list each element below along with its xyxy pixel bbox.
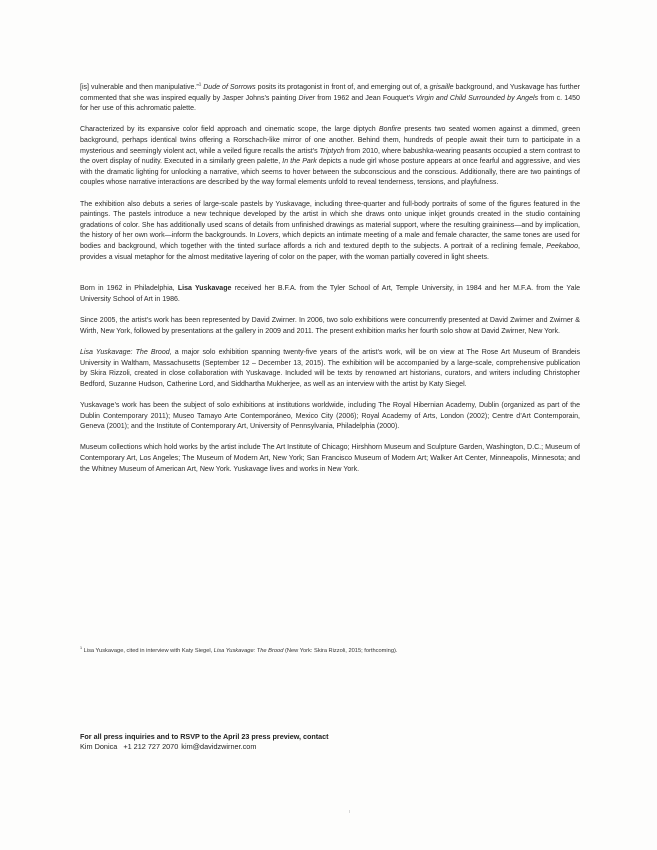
- paragraph-bonfire: [80, 125, 580, 189]
- italic-title: In the Park: [282, 158, 317, 166]
- italic-title: Virgin and Child Surrounded by Angels: [415, 94, 539, 102]
- footnote-marker: 1: [80, 646, 83, 651]
- text-run: from 1962 and Jean Fouquet’s: [315, 94, 416, 102]
- italic-title: Lisa Yuskavage: The Brood: [80, 349, 170, 357]
- text-run: presents two seated women against a dimmed, green background, perhaps identical twins offering a Rorschach-like mirror of one another. Behind them, hundreds of people await their turn to participate in a mysterious and seemingly violent act, while a veiled figure recalls the artist’s: [80, 126, 580, 155]
- paragraph-representation: [80, 316, 580, 337]
- text-run: depicts a nude girl whose posture appears at once fearful and aggressive, and vies with the dramatic lighting for unlocking a narrative, which seems to hover between the subconscious and the conscious. Additionally, there are two paintings of couples whose narrative interactions are described by the way formal elements unfold to reveal tenderness, tensions, and playfulness.: [80, 158, 580, 187]
- footnote-marker: 1: [198, 81, 202, 87]
- text-run: The exhibition also debuts a series of large-scale pastels by Yuskavage, including three-quarter and full-body portraits of some of the figures featured in the paintings. The pastels introduce a new technique developed by the artist in which she draws onto unique inkjet grounds created in the studio containing gradations of color. She has additionally used scans of details from unfinished drawings as material support, where the resulting graininess—and by implication, the history of her own work—inform the backgrounds. In: [80, 200, 580, 240]
- text-run: Born in 1962 in Philadelphia,: [80, 285, 178, 293]
- press-release-body: [80, 83, 580, 486]
- italic-title: Bonfire: [378, 126, 402, 134]
- paragraph-the-brood: [80, 348, 580, 390]
- text-run: Characterized by its expansive color field approach and cinematic scope, the large diptych: [80, 126, 379, 134]
- text-run: , which depicts an intimate meeting of a male and female character, the same tones are used for bodies and background, which together with the tinted surface affords a rich and textured depth to the subjects. A portrait of a reclining female,: [80, 232, 580, 250]
- text-run: background, and Yuskavage has further commented that she was inspired equally by Jasper Johns’s painting: [80, 84, 580, 102]
- text-run: Yuskavage’s work has been the subject of solo exhibitions at institutions worldwide, including The Royal Hibernian Academy, Dublin (organized as part of the Dublin Contemporary 2011); Museo Tamayo Arte Contemporáneo, Mexico City (2006); Royal Academy of Arts, London (2002); Centre d’Art Contemporain, Geneva (2001); and the Institute of Contemporary Art, University of Pennsylvania, Philadelphia (2000).: [80, 402, 580, 431]
- press-contact-details: [80, 742, 580, 752]
- italic-title: Lovers: [257, 232, 279, 240]
- text-run: Lisa Yuskavage, cited in interview with Katy Siegel,: [82, 648, 214, 654]
- paragraph-pastels: [80, 200, 580, 264]
- text-run: , provides a visual metaphor for the almost meditative layering of color on the paper, with the woman partially covered in light sheets.: [80, 242, 580, 261]
- contact-phone[interactable]: +1 212 727 2070: [123, 742, 179, 752]
- artist-name: Lisa Yuskavage: [177, 285, 232, 293]
- italic-title: Lisa Yuskavage: The Brood: [213, 648, 284, 654]
- paragraph-solo-exhibitions: [80, 401, 580, 433]
- text-run: Since 2005, the artist’s work has been represented by David Zwirner. In 2006, two solo exhibitions were concurrently presented at David Zwirner and Zwirner & Wirth, New York, followed by presentations at the gallery in 2009 and 2011. The present exhibition marks her fourth solo show at David Zwirner, New York.: [80, 317, 580, 335]
- text-run: from c. 1450 for her use of this achromatic palette.: [80, 94, 580, 113]
- italic-title: Triptych: [319, 147, 345, 155]
- contact-email[interactable]: kim@davidzwirner.com: [181, 742, 257, 752]
- text-run: Museum collections which hold works by the artist include The Art Institute of Chicago; Hirshhorn Museum and Sculpture Garden, Washington, D.C.; Museum of Contemporary Art, Los Angeles; The Museum of Modern Art, New York; San Francisco Museum of Modern Art; Walker Art Center, Minneapolis, Minnesota; and the Whitney Museum of American Art, New York. Yuskavage lives and works in New York.: [80, 444, 580, 473]
- press-contact-heading: For all press inquiries and to RSVP to the April 23 press preview, contact: [80, 732, 329, 741]
- italic-title: Peekaboo: [546, 242, 579, 250]
- text-run: from 2010, where babushka-wearing peasants occupied a stern contrast to the overt display of nudity. Executed in a similarly green palette,: [80, 147, 580, 166]
- paragraph-biography: [80, 284, 580, 305]
- italic-title: Diver: [298, 94, 315, 102]
- contact-name: Kim Donica: [80, 742, 118, 752]
- paragraph-dude-of-sorrows: [80, 83, 580, 115]
- footnote: [80, 647, 580, 655]
- text-run: posits its protagonist in front of, and emerging out of, a: [255, 84, 430, 91]
- italic-title: grisaille: [429, 84, 454, 91]
- italic-title: Dude of Sorrows: [203, 84, 256, 91]
- scan-mark: [349, 810, 350, 813]
- press-contact: [80, 732, 580, 753]
- paragraph-museum-collections: [80, 443, 580, 475]
- text-run: [is] vulnerable and then manipulative.”: [80, 84, 199, 91]
- text-run: , a major solo exhibition spanning twenty-five years of the artist’s work, will be on view at The Rose Art Museum of Brandeis University in Waltham, Massachusetts (September 12 – December 13, 2015). The exhibition will be accompanied by a large-scale, comprehensive publication by Skira Rizzoli, created in close collaboration with Yuskavage. Included will be texts by renowned art historians, curators, and writers including Christopher Bedford, Suzanne Hudson, Catherine Lord, and Siddhartha Mukherjee, as well as an interview with the artist by Katy Siegel.: [80, 349, 580, 388]
- text-run: (New York: Skira Rizzoli, 2015; forthcoming).: [283, 648, 398, 654]
- text-run: received her B.F.A. from the Tyler School of Art, Temple University, in 1984 and her M.F.A. from the Yale University School of Art in 1986.: [80, 285, 581, 304]
